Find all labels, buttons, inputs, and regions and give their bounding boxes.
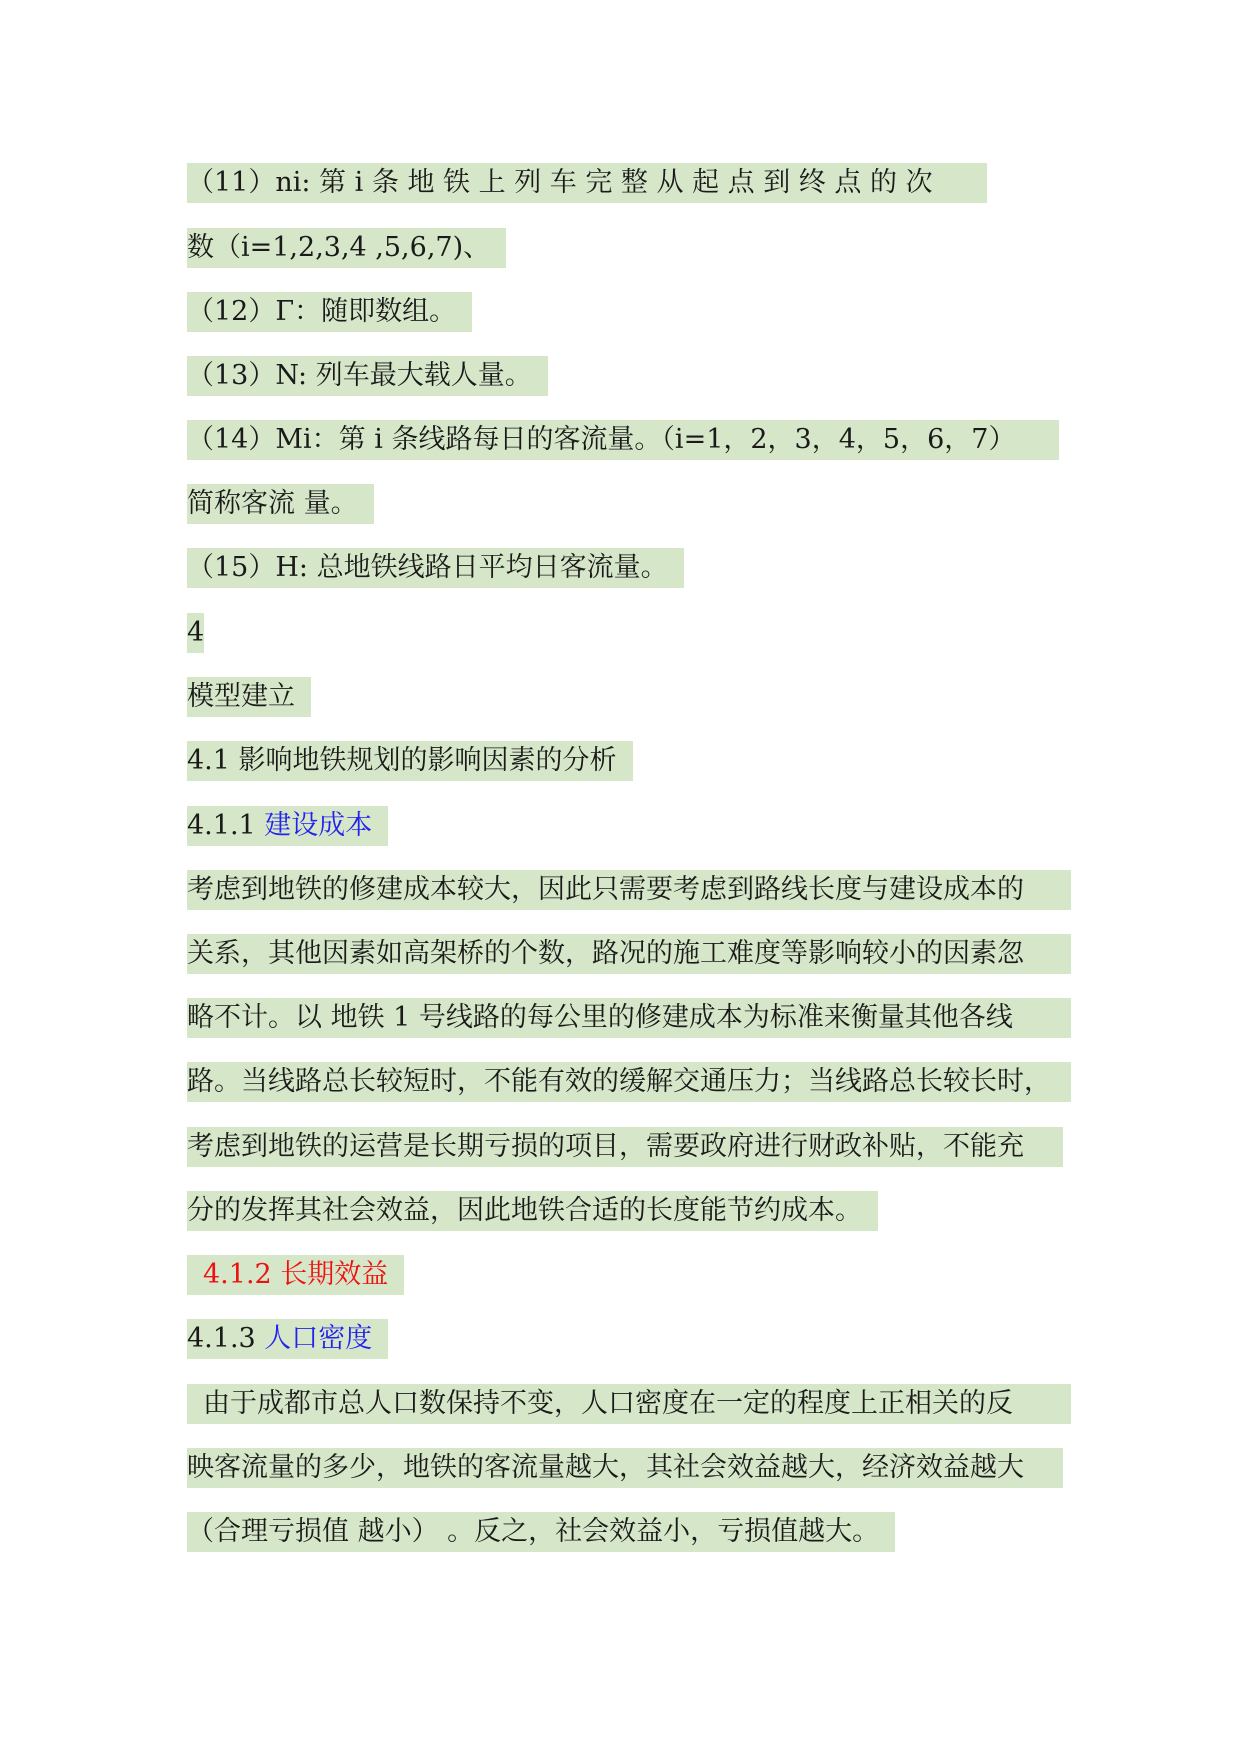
text-line: （12）Γ：随即数组。 [187, 292, 472, 332]
line-15-h [187, 548, 684, 588]
text-line: （14）Mi：第 i 条线路每日的客流量。（i=1，2，3，4，5，6，7） [187, 420, 1059, 460]
text-line: 数（i=1,2,3,4 ,5,6,7)、 [187, 228, 506, 268]
paragraph-line [187, 1191, 878, 1231]
heading-title-long-term-benefit: 4.1.2 长期效益 [187, 1255, 404, 1295]
line-12-gamma [187, 292, 472, 332]
text-line: 考虑到地铁的修建成本较大，因此只需要考虑到路线长度与建设成本的 [187, 870, 1071, 910]
text-line: 映客流量的多少，地铁的客流量越大，其社会效益越大，经济效益越大 [187, 1448, 1063, 1488]
paragraph-line [187, 1512, 895, 1552]
line-14-mi-cont [187, 484, 374, 524]
text-line: 考虑到地铁的运营是长期亏损的项目，需要政府进行财政补贴，不能充 [187, 1127, 1063, 1167]
heading-title-construction-cost: 建设成本 [264, 810, 373, 841]
heading-number: 4.1.3 [187, 1323, 265, 1354]
text-line: 关系，其他因素如高架桥的个数，路况的施工难度等影响较小的因素忽 [187, 934, 1071, 974]
heading-title-population-density: 人口密度 [264, 1323, 373, 1354]
text-line: 路。当线路总长较短时，不能有效的缓解交通压力；当线路总长较长时， [187, 1062, 1071, 1102]
heading-4-1-3 [187, 1319, 388, 1359]
text-line: 4 [187, 613, 204, 653]
heading-4-1 [187, 741, 633, 781]
line-11-ni-cont [187, 228, 506, 268]
heading-line [187, 806, 388, 846]
section-title-model [187, 677, 311, 717]
paragraph-line [187, 934, 1071, 974]
heading-4-1-2 [187, 1255, 404, 1295]
heading-4-1-1 [187, 806, 388, 846]
text-line: （11）ni: 第 i 条 地 铁 上 列 车 完 整 从 起 点 到 终 点 的 次 [187, 163, 987, 203]
heading-line [187, 1319, 388, 1359]
text-line: 略不计。以 地铁 1 号线路的每公里的修建成本为标准来衡量其他各线 [187, 998, 1071, 1038]
paragraph-line [187, 1384, 1071, 1424]
heading-number: 4.1.1 [187, 810, 265, 841]
line-11-ni [187, 163, 987, 203]
text-line: 简称客流 量。 [187, 484, 374, 524]
text-line: 由于成都市总人口数保持不变，人口密度在一定的程度上正相关的反 [187, 1384, 1071, 1424]
line-13-n [187, 356, 548, 396]
paragraph-line [187, 998, 1071, 1038]
text-line: 模型建立 [187, 677, 311, 717]
text-line: 4.1 影响地铁规划的影响因素的分析 [187, 741, 633, 781]
paragraph-line [187, 870, 1071, 910]
line-14-mi [187, 420, 1059, 460]
text-line: （13）N: 列车最大载人量。 [187, 356, 548, 396]
paragraph-line [187, 1062, 1071, 1102]
text-line: （合理亏损值 越小） 。反之，社会效益小，亏损值越大。 [187, 1512, 895, 1552]
paragraph-line [187, 1127, 1063, 1167]
text-line: 分的发挥其社会效益，因此地铁合适的长度能节约成本。 [187, 1191, 878, 1231]
paragraph-line [187, 1448, 1063, 1488]
text-line: （15）H: 总地铁线路日平均日客流量。 [187, 548, 684, 588]
section-number-4 [187, 613, 204, 653]
